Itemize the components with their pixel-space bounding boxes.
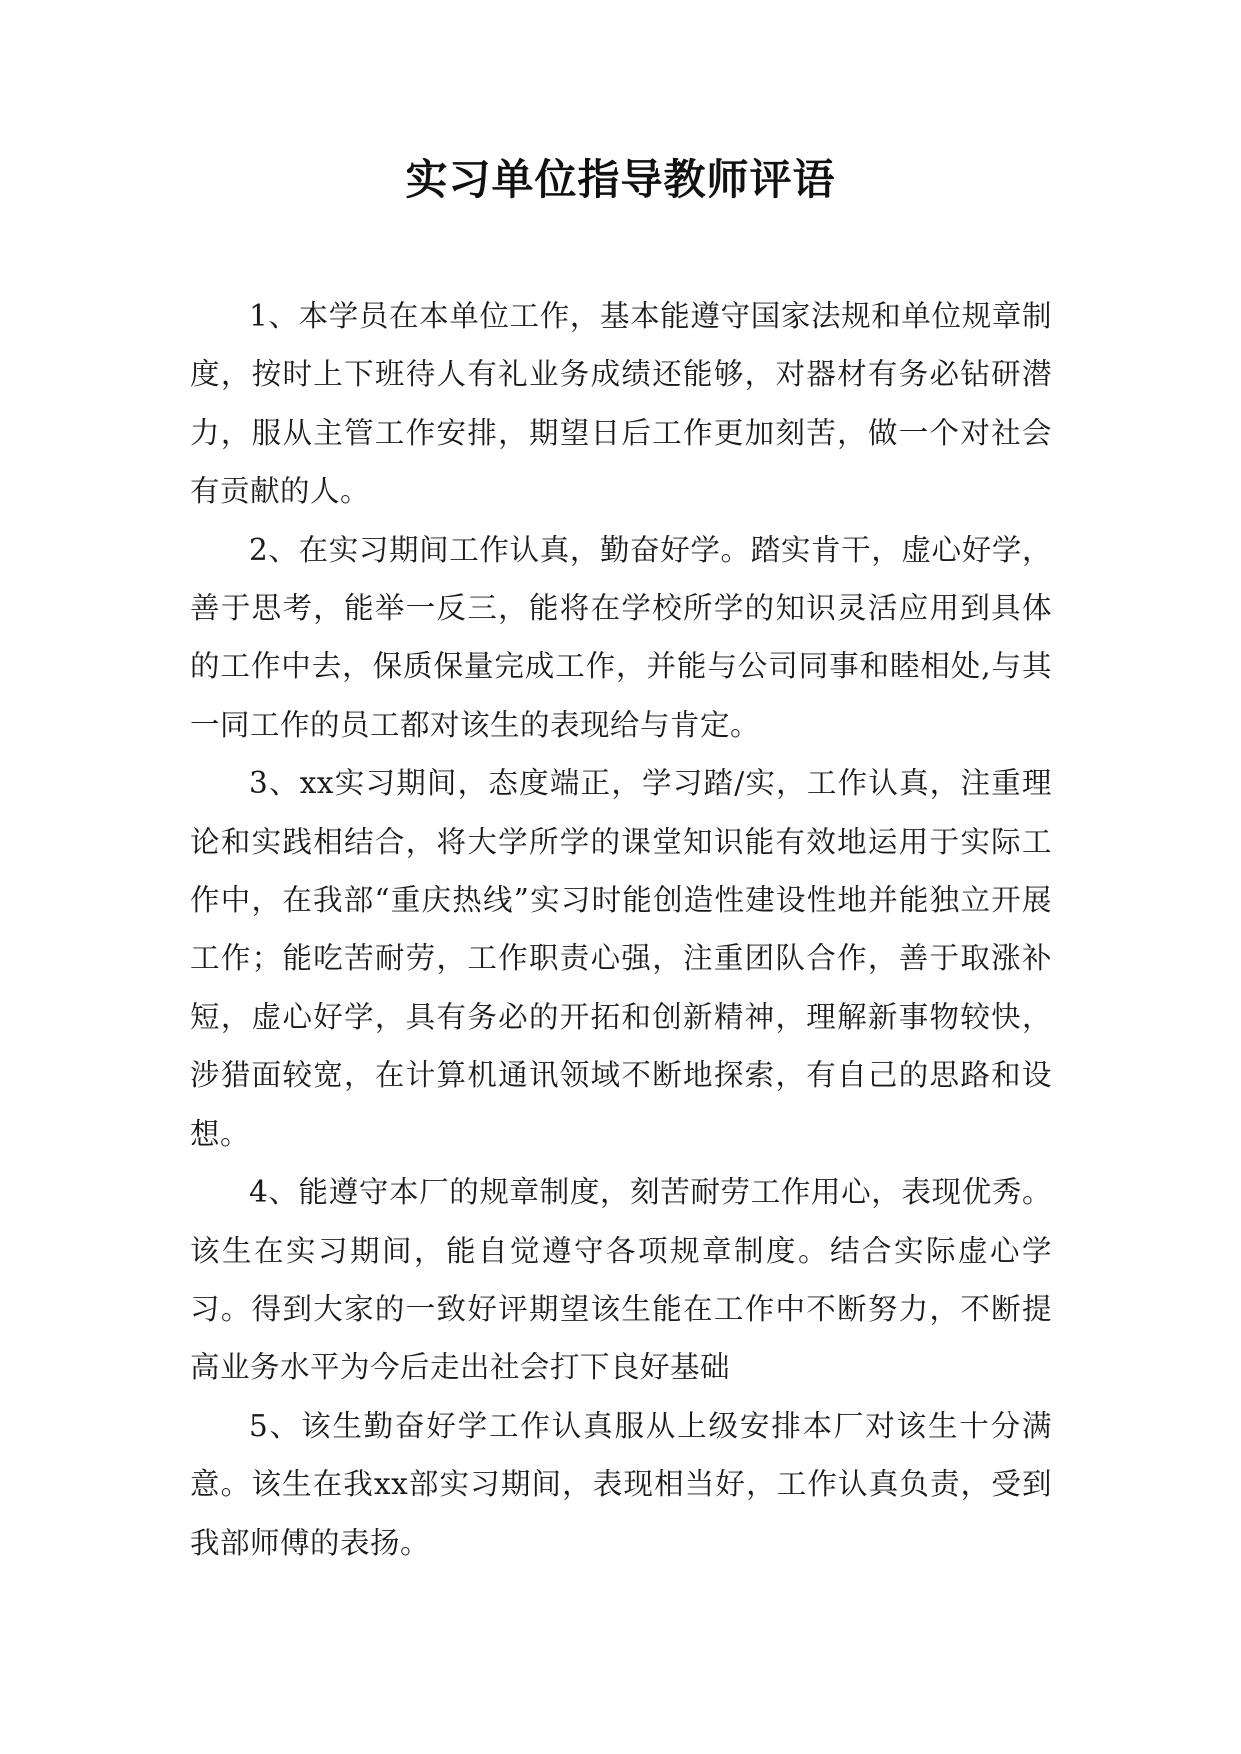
paragraph-5: 5、该生勤奋好学工作认真服从上级安排本厂对该生十分满意。该生在我xx部实习期间，表现相当好，工作认真负责，受到我部师傅的表扬。 bbox=[190, 1408, 1052, 1560]
paragraph-3: 3、xx实习期间，态度端正，学习踏/实，工作认真，注重理论和实践相结合，将大学所学的课堂知识能有效地运用于实际工作中，在我部“重庆热线”实习时能创造性建设性地并能独立开展工作；能吃苦耐劳，工作职责心强，注重团队合作，善于取涨补短，虚心好学，具有务必的开拓和创新精神，理解新事物较快，涉猎面较宽，在计算机通讯领域不断地探索，有自己的思路和设想。 bbox=[190, 766, 1052, 1151]
paragraph-4: 4、能遵守本厂的规章制度，刻苦耐劳工作用心，表现优秀。该生在实习期间，能自觉遵守各项规章制度。结合实际虚心学习。得到大家的一致好评期望该生能在工作中不断努力，不断提高业务水平为今后走出社会打下良好基础 bbox=[190, 1175, 1052, 1385]
paragraph-1: 1、本学员在本单位工作，基本能遵守国家法规和单位规章制度，按时上下班待人有礼业务成绩还能够，对器材有务必钻研潜力，服从主管工作安排，期望日后工作更加刻苦，做一个对社会有贡献的人。 bbox=[190, 299, 1052, 509]
document-title: 实习单位指导教师评语 bbox=[405, 155, 836, 204]
paragraph-2: 2、在实习期间工作认真，勤奋好学。踏实肯干，虚心好学，善于思考，能举一反三，能将在学校所学的知识灵活应用到具体的工作中去，保质保量完成工作，并能与公司同事和睦相处,与其一同工作的员工都对该生的表现给与肯定。 bbox=[190, 532, 1052, 742]
document-body bbox=[190, 287, 1052, 1572]
